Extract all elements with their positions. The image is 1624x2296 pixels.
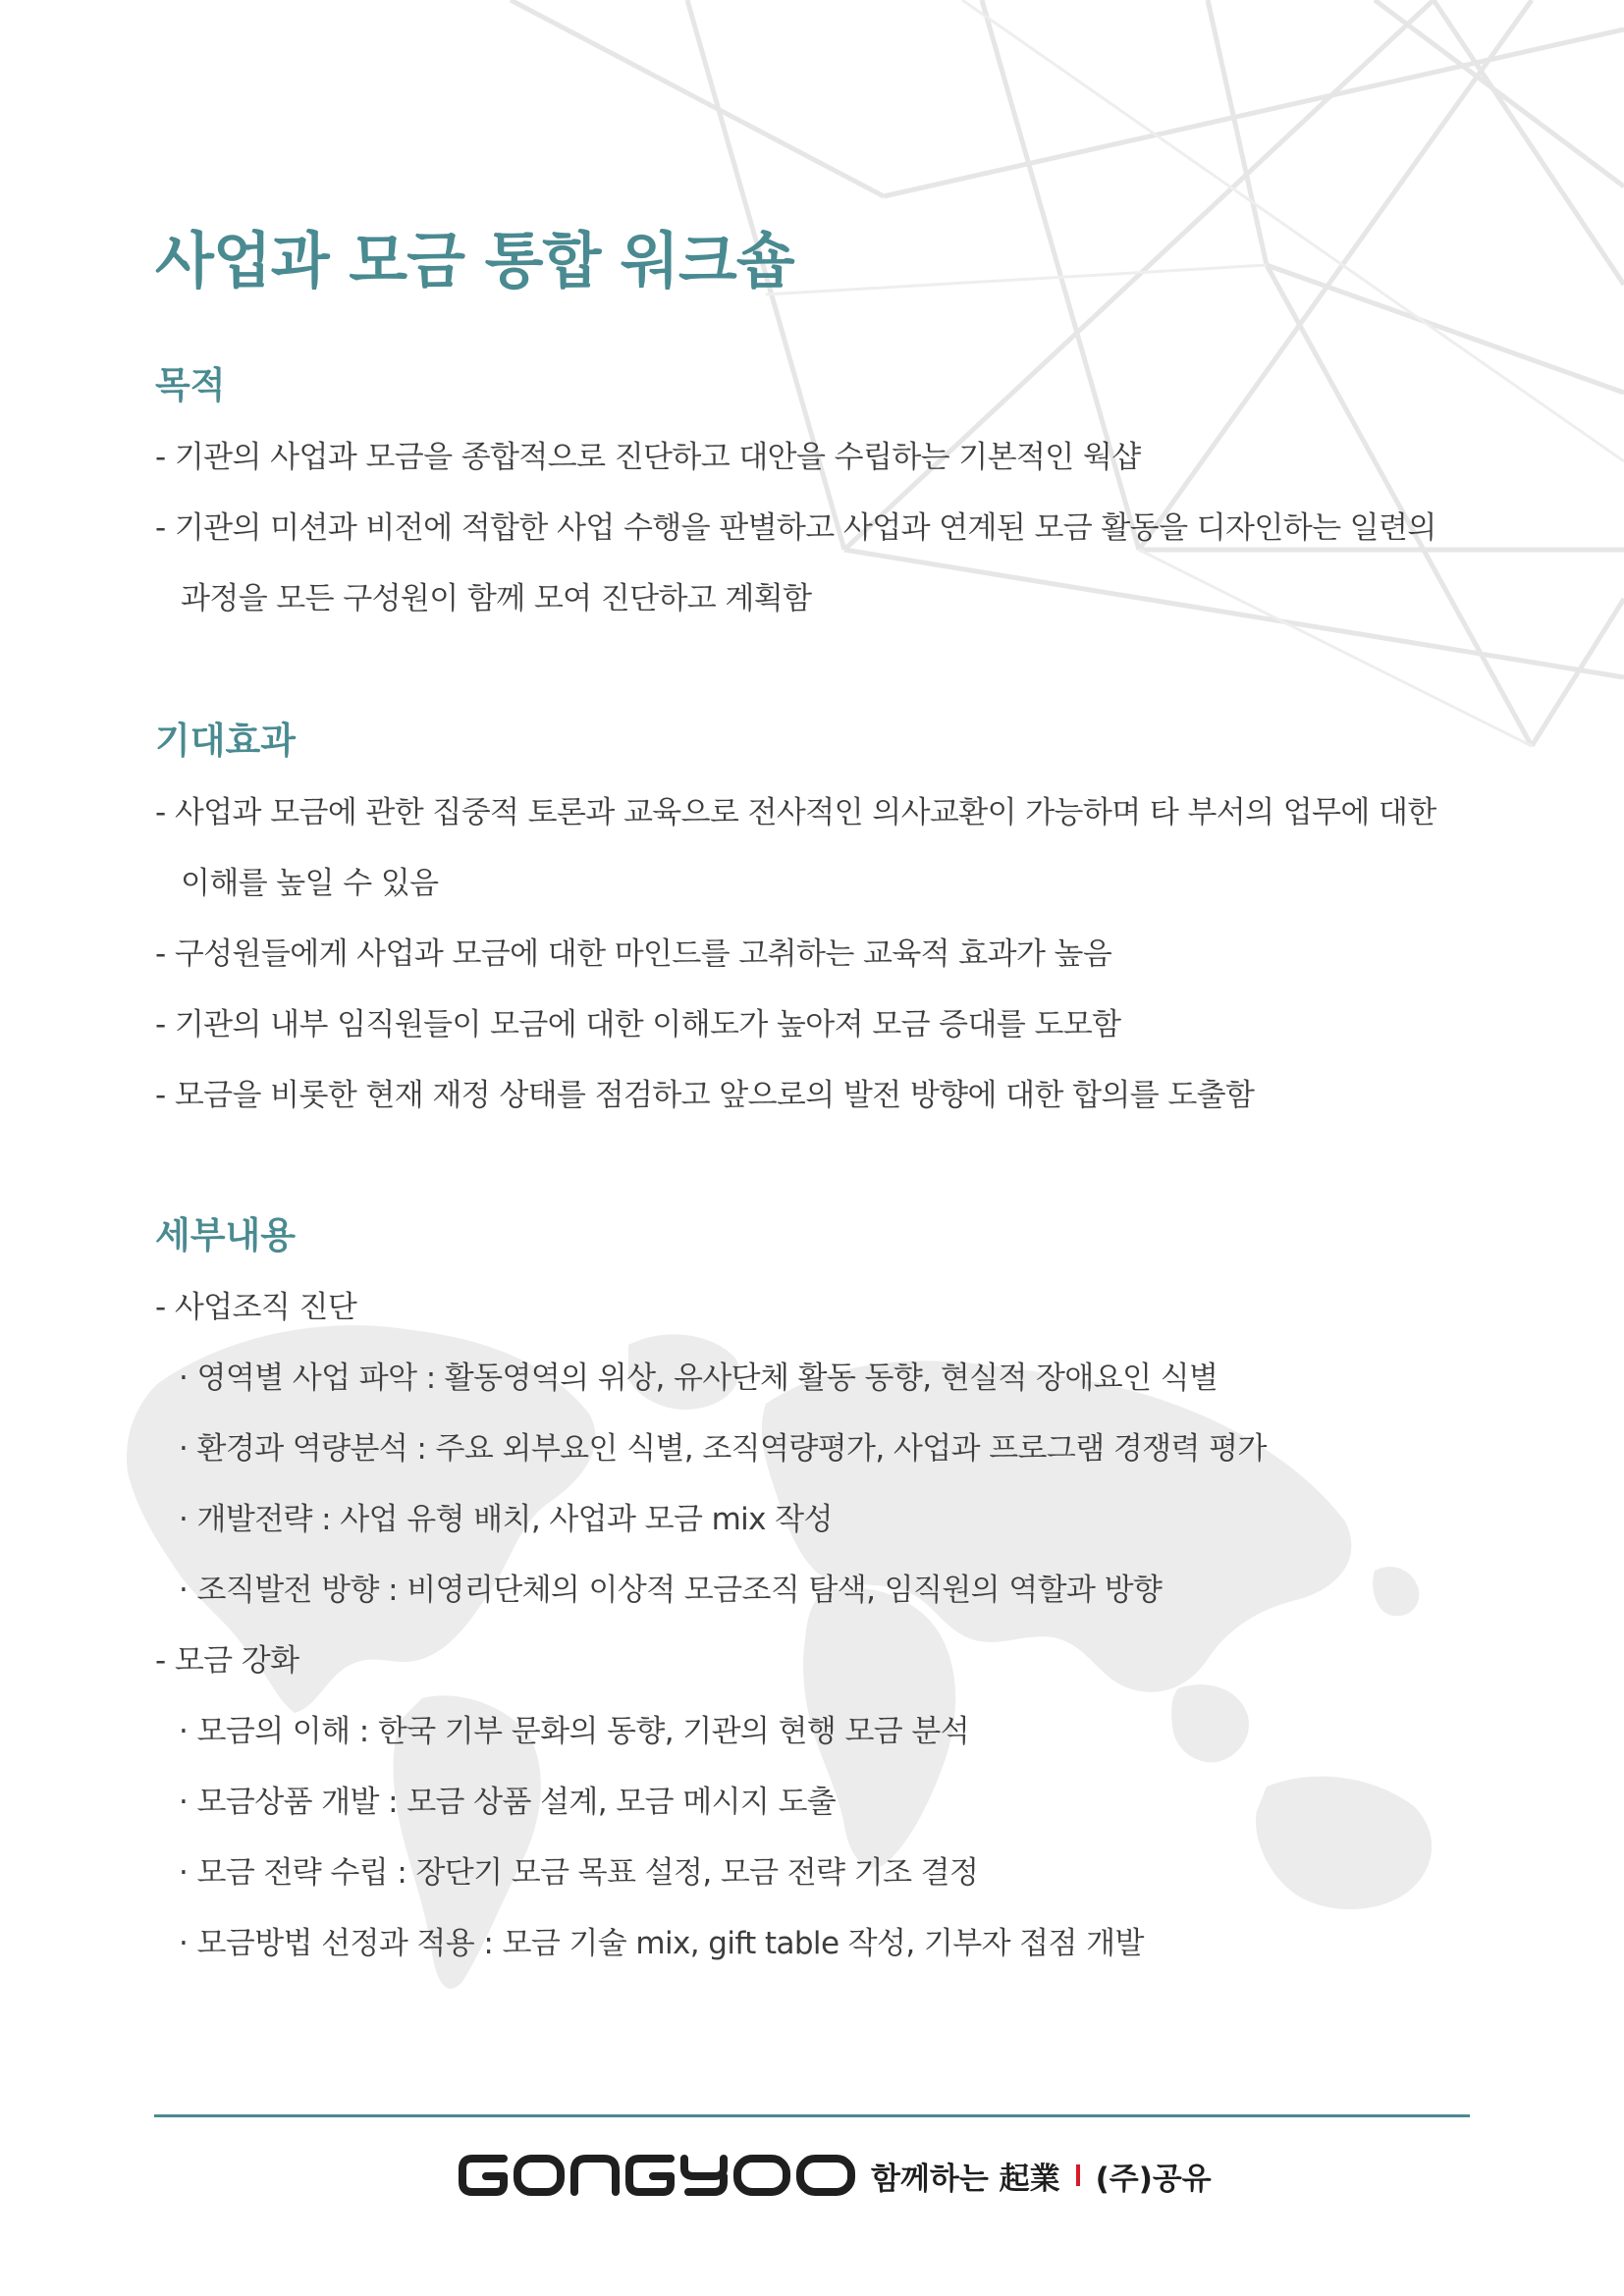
footer-tagline: 함께하는 起業: [871, 2161, 1060, 2197]
effects-line: - 기관의 내부 임직원들이 모금에 대한 이해도가 높아져 모금 증대를 도모함: [155, 1007, 1121, 1042]
section-heading-details: 세부내용: [155, 1214, 296, 1256]
details-line: - 모금 강화: [155, 1643, 299, 1679]
section-heading-expected-effects: 기대효과: [155, 720, 296, 762]
effects-line: - 구성원들에게 사업과 모금에 대한 마인드를 고취하는 교육적 효과가 높음: [155, 936, 1112, 972]
details-line: · 개발전략 : 사업 유형 배치, 사업과 모금 mix 작성: [179, 1502, 833, 1537]
details-line: · 모금상품 개발 : 모금 상품 설계, 모금 메시지 도출: [179, 1785, 837, 1820]
footer-red-mark: [1076, 2164, 1080, 2186]
details-line: · 모금방법 선정과 적용 : 모금 기술 mix, gift table 작성, 기부자 접점 개발: [179, 1926, 1144, 1961]
page-title: 사업과 모금 통합 워크숍: [155, 225, 794, 296]
details-line: · 조직발전 방향 : 비영리단체의 이상적 모금조직 탐색, 임직원의 역할과 방향: [179, 1573, 1163, 1608]
gongyoo-logo: [457, 2151, 859, 2200]
details-line: - 사업조직 진단: [155, 1290, 357, 1325]
purpose-line: - 기관의 사업과 모금을 종합적으로 진단하고 대안을 수립하는 기본적인 웍샵: [155, 440, 1141, 475]
effects-line: - 사업과 모금에 관한 집중적 토론과 교육으로 전사적인 의사교환이 가능하며 타 부서의 업무에 대한: [155, 795, 1436, 830]
details-line: · 영역별 사업 파악 : 활동영역의 위상, 유사단체 활동 동향, 현실적 장애요인 식별: [179, 1361, 1218, 1396]
details-line: · 환경과 역량분석 : 주요 외부요인 식별, 조직역량평가, 사업과 프로그램 경쟁력 평가: [179, 1431, 1267, 1467]
effects-line: - 모금을 비롯한 현재 재정 상태를 점검하고 앞으로의 발전 방향에 대한 합의를 도출함: [155, 1078, 1255, 1113]
details-line: · 모금 전략 수립 : 장단기 모금 목표 설정, 모금 전략 기조 결정: [179, 1855, 979, 1891]
footer: [457, 2146, 1212, 2205]
footer-company-name: (주)공유: [1095, 2161, 1212, 2197]
section-heading-purpose: 목적: [155, 364, 226, 406]
purpose-line: - 기관의 미션과 비전에 적합한 사업 수행을 판별하고 사업과 연계된 모금 활동을 디자인하는 일련의: [155, 510, 1436, 546]
effects-line: 이해를 높일 수 있음: [181, 866, 439, 901]
purpose-line: 과정을 모든 구성원이 함께 모여 진단하고 계획함: [181, 581, 812, 616]
footer-divider: [154, 2114, 1470, 2117]
background-line-pattern: [0, 0, 1624, 982]
details-line: · 모금의 이해 : 한국 기부 문화의 동향, 기관의 현행 모금 분석: [179, 1714, 970, 1749]
